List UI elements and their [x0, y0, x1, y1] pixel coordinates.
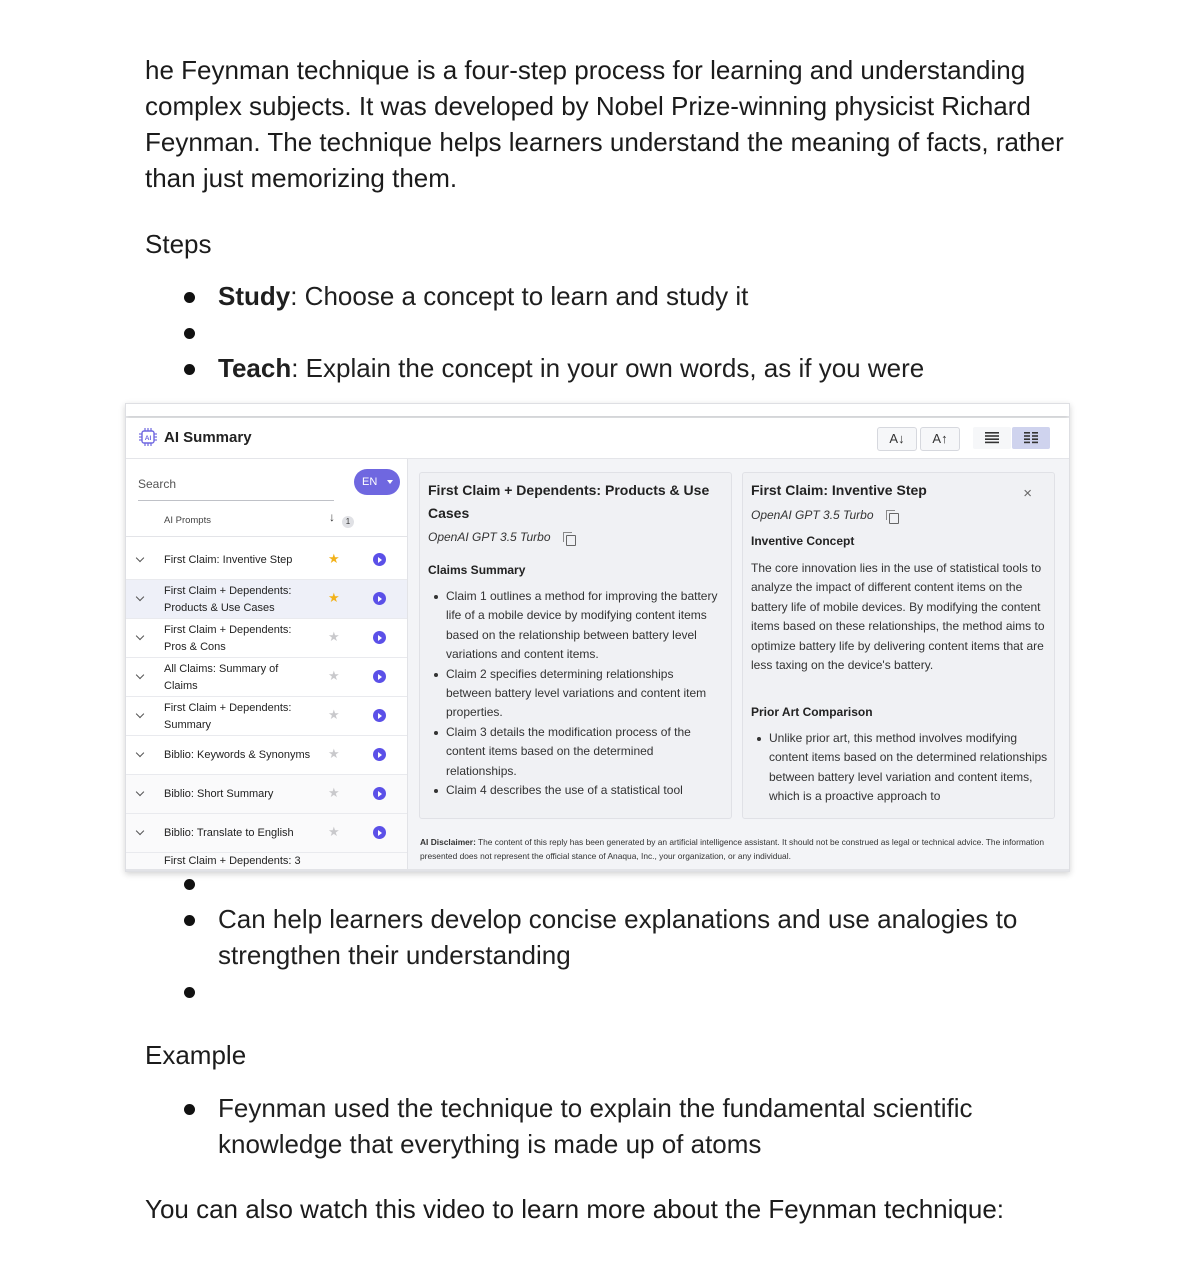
- run-prompt-icon[interactable]: [373, 826, 386, 839]
- chevron-down-icon[interactable]: [136, 788, 144, 796]
- step-term: Teach: [218, 353, 292, 383]
- close-icon[interactable]: ×: [1023, 485, 1032, 502]
- example-list: [145, 1090, 1045, 1162]
- section-heading: Inventive Concept: [751, 534, 855, 548]
- font-increase-button[interactable]: A↑: [920, 427, 960, 451]
- ai-chip-icon: [138, 427, 158, 447]
- step-text: : Explain the concept in your own words, as if you were: [291, 353, 925, 383]
- star-icon[interactable]: ★: [328, 551, 340, 566]
- card-title: First Claim: Inventive Step: [751, 482, 927, 498]
- prompt-row[interactable]: [126, 814, 407, 853]
- search-input[interactable]: Search: [138, 477, 177, 491]
- font-decrease-button[interactable]: A↓: [877, 427, 917, 451]
- screenshot-bottom-edge: [126, 869, 1069, 871]
- chevron-down-icon[interactable]: [136, 671, 144, 679]
- result-card-products: [419, 472, 732, 819]
- run-prompt-icon[interactable]: [373, 553, 386, 566]
- prompt-row[interactable]: [126, 619, 407, 658]
- disclaimer-label: AI Disclaimer:: [420, 837, 476, 847]
- list-item: Can help learners develop concise explanations and use analogies to strengthen their understanding: [145, 901, 1045, 973]
- list-item: [145, 278, 1045, 314]
- star-icon[interactable]: ★: [328, 785, 340, 800]
- section-heading: Claims Summary: [428, 563, 526, 577]
- intro-paragraph: he Feynman technique is a four-step process for learning and understanding complex subjects. It was developed by Nobel Prize-winning physicist Richard Feynman. The technique helps learners understand the meaning of facts, rather than just memorizing them.: [145, 55, 1064, 193]
- result-card-inventive-step: [742, 472, 1055, 819]
- closing-paragraph: You can also watch this video to learn more about the Feynman technique:: [145, 1194, 1005, 1224]
- list-item: Claim 1 outlines a method for improving the battery life of a mobile device by modifying content items based on the relationship between battery level variations and content items.: [427, 587, 722, 665]
- app-header: [126, 418, 1069, 459]
- model-name: OpenAI GPT 3.5 Turbo: [428, 530, 551, 544]
- two-column-icon: [1024, 431, 1038, 445]
- prompt-row[interactable]: [126, 736, 407, 775]
- section-paragraph: The core innovation lies in the use of statistical tools to analyze the impact of different content items on the battery life of mobile devices. By modifying the content items based on these relationships, the method aims to optimize battery life by delivering content items that are less taxing on the device's battery.: [751, 561, 1045, 673]
- single-column-view-button[interactable]: [973, 427, 1011, 449]
- search-underline: [138, 500, 334, 501]
- list-item: [145, 973, 1045, 1009]
- star-icon[interactable]: ★: [328, 629, 340, 644]
- prompt-row[interactable]: [126, 541, 407, 580]
- sort-count-badge: 1: [342, 516, 354, 528]
- section-heading: Prior Art Comparison: [751, 705, 873, 719]
- list-item: Claim 2 specifies determining relationships between battery level variations and content item properties.: [427, 665, 722, 723]
- prompt-row[interactable]: [126, 658, 407, 697]
- star-icon[interactable]: ★: [328, 590, 340, 605]
- card-title: First Claim + Dependents: Products & Use Cases: [428, 482, 710, 521]
- app-title: AI Summary: [164, 429, 252, 446]
- chevron-down-icon[interactable]: [136, 827, 144, 835]
- prompts-sidebar: [126, 459, 408, 871]
- prompt-label: Biblio: Translate to English: [164, 827, 294, 839]
- prompt-label: All Claims: Summary of Claims: [164, 663, 279, 692]
- run-prompt-icon[interactable]: [373, 670, 386, 683]
- run-prompt-icon[interactable]: [373, 748, 386, 761]
- sort-arrow-icon[interactable]: ↓: [329, 510, 335, 524]
- prompts-header: [126, 504, 407, 537]
- two-column-view-button[interactable]: [1012, 427, 1050, 449]
- steps-heading: Steps: [145, 229, 212, 259]
- list-item: Unlike prior art, this method involves modifying content items based on the determined relationships between battery level variation and content items, which is a proactive approach to: [750, 729, 1048, 807]
- list-item: Claim 4 describes the use of a statistical tool: [427, 781, 722, 800]
- chevron-down-icon[interactable]: [136, 593, 144, 601]
- language-label: EN: [362, 476, 378, 488]
- prompt-row[interactable]: [126, 775, 407, 814]
- step-text: : Choose a concept to learn and study it: [290, 281, 749, 311]
- chevron-down-icon[interactable]: [136, 632, 144, 640]
- list-item: [145, 314, 1045, 350]
- prior-art-list: [750, 729, 1048, 807]
- disclaimer-text: The content of this reply has been generated by an artificial intelligence assistant. It should not be construed as legal or technical advice. The information presented does not represent the official stance of Anaqua, Inc., your organization, or any individual.: [420, 837, 1044, 861]
- copy-icon[interactable]: [566, 535, 576, 546]
- prompt-row[interactable]: [126, 580, 407, 619]
- chevron-down-icon[interactable]: [136, 749, 144, 757]
- copy-icon[interactable]: [889, 513, 899, 524]
- screenshot-top-edge: [126, 404, 1069, 416]
- language-dropdown[interactable]: [354, 469, 400, 495]
- star-icon[interactable]: ★: [328, 824, 340, 839]
- run-prompt-icon[interactable]: [373, 709, 386, 722]
- step-term: Study: [218, 281, 291, 311]
- run-prompt-icon[interactable]: [373, 631, 386, 644]
- star-icon[interactable]: ★: [328, 746, 340, 761]
- single-column-icon: [985, 431, 999, 445]
- ai-summary-screenshot: [125, 403, 1070, 872]
- prompt-row[interactable]: [126, 697, 407, 736]
- list-item: Claim 3 details the modification process of the content items based on the determined relationships.: [427, 723, 722, 781]
- list-item: Feynman used the technique to explain the fundamental scientific knowledge that everything is made up of atoms: [145, 1090, 1045, 1162]
- steps-list: [145, 278, 1045, 386]
- svg-text:AI: AI: [144, 434, 152, 442]
- example-heading: Example: [145, 1040, 247, 1070]
- list-item: [145, 350, 1045, 386]
- prompt-label: Biblio: Short Summary: [164, 788, 274, 800]
- prompt-label: First Claim + Dependents: Pros & Cons: [164, 624, 292, 653]
- benefits-list: [145, 865, 1045, 1009]
- star-icon[interactable]: ★: [328, 668, 340, 683]
- claims-list: [427, 587, 722, 800]
- chevron-down-icon[interactable]: [136, 710, 144, 718]
- ai-disclaimer: [420, 835, 1050, 863]
- prompt-label: Biblio: Keywords & Synonyms: [164, 749, 311, 761]
- prompts-header-label: AI Prompts: [164, 515, 211, 526]
- model-name: OpenAI GPT 3.5 Turbo: [751, 508, 874, 522]
- caret-down-icon: [387, 480, 393, 484]
- prompt-label: First Claim: Inventive Step: [164, 554, 293, 566]
- run-prompt-icon[interactable]: [373, 592, 386, 605]
- run-prompt-icon[interactable]: [373, 787, 386, 800]
- prompt-label: First Claim + Dependents: 3: [164, 855, 301, 867]
- prompt-label: First Claim + Dependents: Summary: [164, 702, 292, 731]
- chevron-down-icon[interactable]: [136, 554, 144, 562]
- prompt-label: First Claim + Dependents: Products & Use Cases: [164, 585, 292, 614]
- star-icon[interactable]: ★: [328, 707, 340, 722]
